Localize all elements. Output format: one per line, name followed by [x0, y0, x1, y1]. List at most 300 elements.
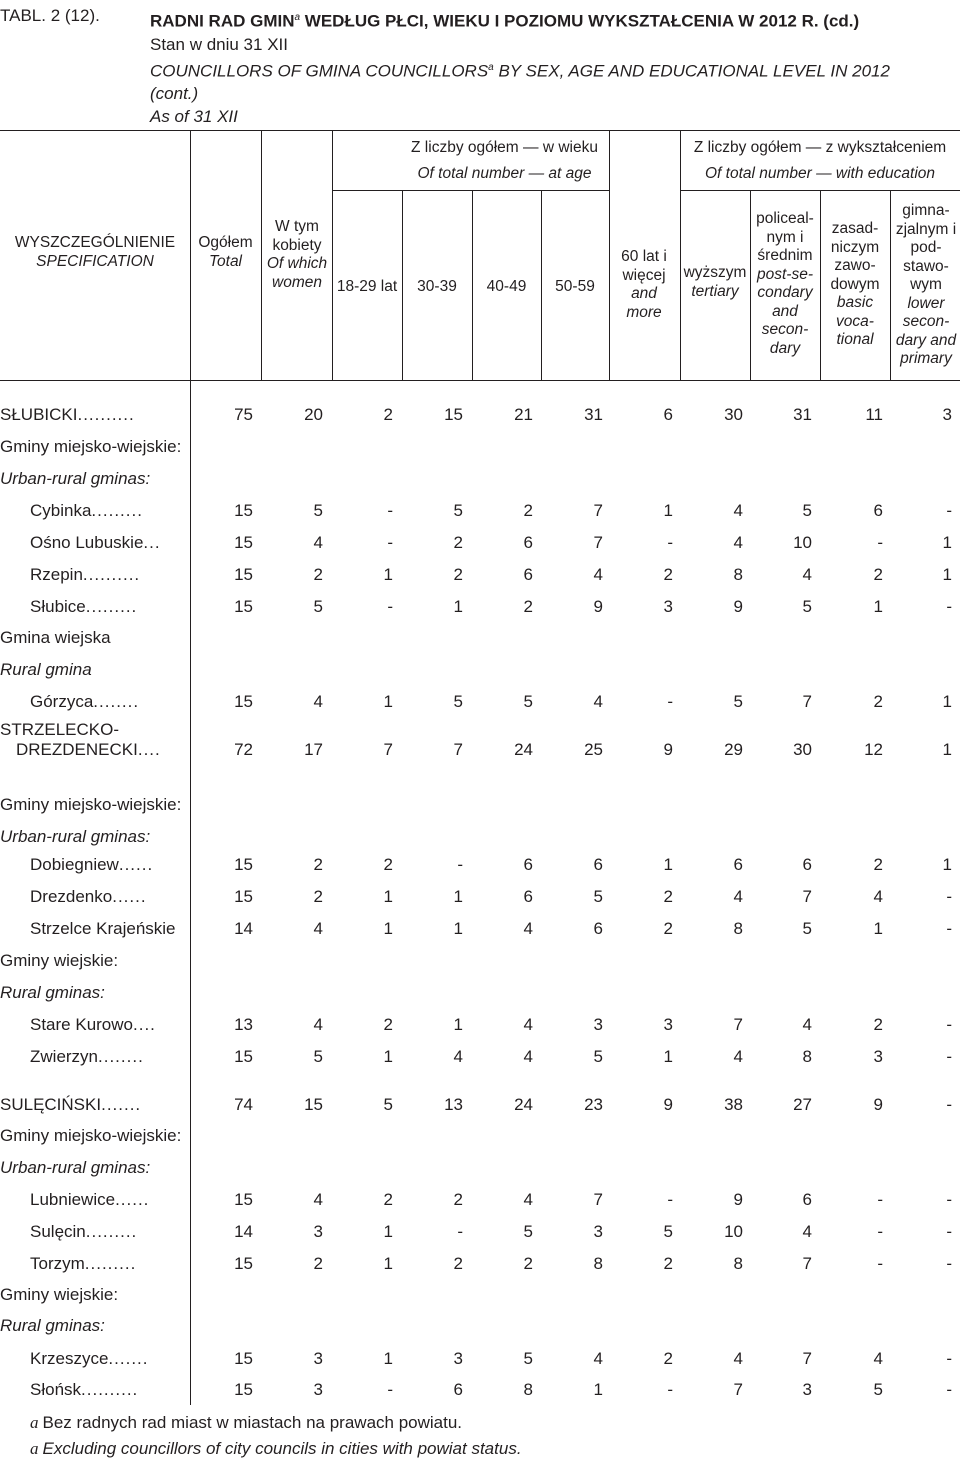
table-cell: 13	[444, 1095, 463, 1114]
table-cell: 6	[523, 565, 533, 584]
table-cell: 1	[383, 1222, 393, 1241]
table-cell: 17	[304, 740, 323, 759]
age-group-rule	[332, 190, 609, 191]
table-cell: 9	[733, 1190, 743, 1209]
table-cell: 3	[313, 1222, 323, 1241]
table-cell: 1	[383, 1047, 393, 1066]
row-label-text: Urban-rural gminas:	[0, 469, 151, 488]
row-label	[0, 1285, 118, 1305]
row-label-text: SULĘCIŃSKI	[0, 1095, 102, 1114]
table-cell: 7	[802, 1349, 812, 1368]
leader-dots: ...	[143, 533, 161, 552]
table-cell: 75	[234, 405, 253, 424]
table-cell: -	[946, 1015, 952, 1034]
table-cell: -	[946, 501, 952, 520]
table-cell: 8	[733, 565, 743, 584]
table-cell: 15	[234, 692, 253, 711]
table-cell: 5	[593, 1047, 603, 1066]
table-cell: 2	[663, 887, 673, 906]
age-40-49-header: 40-49	[486, 278, 527, 295]
table-cell: 2	[453, 1254, 463, 1273]
table-cell: 4	[733, 1349, 743, 1368]
table-row	[0, 887, 960, 913]
table-section-label	[0, 795, 960, 821]
table-cell: -	[946, 919, 952, 938]
total-header: Ogółem Total	[198, 234, 253, 270]
table-cell: 6	[593, 919, 603, 938]
table-cell: -	[457, 1222, 463, 1241]
footnotes	[30, 1410, 522, 1462]
age-60-plus-header: 60 lat i więcej and more	[621, 248, 667, 321]
leader-dots: ......	[112, 887, 147, 906]
table-cell: 9	[733, 597, 743, 616]
age-50-59-header: 50-59	[555, 278, 595, 295]
table-cell: 4	[313, 533, 323, 552]
table-cell: 1	[873, 597, 883, 616]
table-cell: 31	[584, 405, 603, 424]
row-label-text: Ośno Lubuskie	[30, 533, 144, 552]
age-30-39-header: 30-39	[417, 278, 457, 295]
table-cell: 15	[234, 597, 253, 616]
table-cell: -	[946, 887, 952, 906]
row-label	[0, 405, 135, 425]
table-cell: 7	[733, 1015, 743, 1034]
table-row	[0, 692, 960, 718]
leader-dots: ..........	[82, 565, 141, 584]
row-label	[30, 533, 161, 553]
row-label	[30, 919, 176, 939]
row-label	[0, 827, 150, 847]
row-label	[30, 887, 147, 907]
leader-dots: ..........	[81, 1380, 139, 1399]
row-label	[30, 565, 140, 585]
row-label-text: Gminy wiejskie:	[0, 1285, 119, 1304]
table-cell: 38	[724, 1095, 743, 1114]
row-label	[30, 1349, 148, 1369]
table-cell: 3	[663, 1015, 673, 1034]
table-cell: 1	[383, 692, 393, 711]
table-cell: -	[946, 1222, 952, 1241]
table-cell: 1	[453, 1015, 463, 1034]
table-section-label	[0, 437, 960, 463]
table-cell: 7	[802, 887, 812, 906]
table-cell: 13	[234, 1015, 253, 1034]
table-row	[0, 405, 960, 431]
table-cell: 21	[514, 405, 533, 424]
table-cell: 3	[313, 1380, 323, 1399]
table-row	[0, 501, 960, 527]
table-cell: 4	[593, 692, 603, 711]
row-label	[30, 855, 153, 875]
table-row	[0, 533, 960, 559]
table-cell: 8	[593, 1254, 603, 1273]
table-cell: -	[667, 533, 673, 552]
table-cell: 2	[873, 565, 883, 584]
row-label	[30, 1190, 149, 1210]
row-label-text: Lubniewice	[30, 1190, 116, 1209]
table-row	[0, 1190, 960, 1216]
row-label	[0, 1158, 150, 1178]
table-row	[0, 1047, 960, 1073]
age-group-header: Z liczby ogółem — w wieku Of total number — at age	[411, 139, 598, 182]
table-cell: 7	[802, 692, 812, 711]
table-cell: 6	[453, 1380, 463, 1399]
table-cell: 29	[724, 740, 743, 759]
table-cell: 15	[304, 1095, 323, 1114]
table-cell: 4	[523, 919, 533, 938]
table-section-label	[0, 983, 960, 1009]
row-label	[30, 1047, 144, 1067]
row-label-text: Górzyca	[30, 692, 94, 711]
table-cell: 4	[313, 919, 323, 938]
table-cell: 1	[383, 919, 393, 938]
table-cell: 5	[523, 692, 533, 711]
row-label	[30, 501, 143, 521]
table-cell: -	[946, 1254, 952, 1273]
table-cell: 4	[313, 692, 323, 711]
table-cell: 3	[313, 1349, 323, 1368]
table-cell: 4	[313, 1015, 323, 1034]
footnote-polish: a Bez radnych rad miast w miastach na prawach powiatu.	[30, 1413, 463, 1432]
table-cell: 2	[383, 1190, 393, 1209]
table-row	[0, 720, 960, 766]
table-cell: 2	[313, 887, 323, 906]
table-cell: -	[387, 501, 393, 520]
row-label-text: Słońsk	[30, 1380, 82, 1399]
table-cell: 9	[873, 1095, 883, 1114]
table-cell: 5	[453, 692, 463, 711]
table-cell: 3	[663, 597, 673, 616]
table-row	[0, 597, 960, 623]
table-cell: 15	[444, 405, 463, 424]
table-cell: 15	[234, 501, 253, 520]
col-divider	[820, 190, 821, 380]
table-cell: -	[667, 1190, 673, 1209]
table-cell: 6	[593, 855, 603, 874]
table-section-label	[0, 1285, 960, 1311]
table-cell: 14	[234, 919, 253, 938]
header-top-rule	[0, 130, 960, 131]
table-cell: 15	[234, 1254, 253, 1273]
row-label	[30, 1015, 156, 1035]
leader-dots: ....	[133, 1015, 156, 1034]
row-label-text: Sulęcin	[30, 1222, 86, 1241]
table-cell: 7	[802, 1254, 812, 1273]
table-cell: 8	[733, 1254, 743, 1273]
row-label	[30, 597, 137, 617]
table-cell: 4	[523, 1190, 533, 1209]
table-cell: 3	[453, 1349, 463, 1368]
row-label-text: Stare Kurowo	[30, 1015, 133, 1034]
table-cell: -	[946, 597, 952, 616]
row-label-text: Gminy miejsko-wiejskie:	[0, 437, 182, 456]
table-cell: 2	[873, 855, 883, 874]
table-section-label	[0, 951, 960, 977]
table-cell: 4	[593, 1349, 603, 1368]
table-cell: 24	[514, 1095, 533, 1114]
table-cell: 2	[383, 1015, 393, 1034]
table-cell: 2	[383, 855, 393, 874]
table-cell: 3	[873, 1047, 883, 1066]
table-cell: 7	[383, 740, 393, 759]
row-label	[0, 720, 161, 760]
table-cell: 1	[383, 1254, 393, 1273]
leader-dots: ......	[118, 855, 154, 874]
table-cell: 4	[453, 1047, 463, 1066]
table-cell: -	[387, 1380, 393, 1399]
title-polish: RADNI RAD GMIN$^a$ WEDŁUG PŁCI, WIEKU I POZIOMU WYKSZTAŁCENIA W 2012 R. (cd.)	[150, 11, 860, 31]
table-cell: -	[946, 1190, 952, 1209]
row-label-line2: DREZDENECKI	[16, 740, 138, 759]
row-label-text: Torzym	[30, 1254, 85, 1273]
table-cell: 6	[663, 405, 673, 424]
table-cell: 4	[733, 533, 743, 552]
table-cell: 2	[873, 692, 883, 711]
table-cell: 4	[523, 1047, 533, 1066]
table-cell: -	[946, 1380, 952, 1399]
table-cell: 2	[383, 405, 393, 424]
leader-dots: .........	[85, 597, 138, 616]
table-cell: 8	[802, 1047, 812, 1066]
leader-dots: ..........	[77, 405, 135, 424]
age-18-29-header: 18-29 lat	[336, 278, 398, 295]
table-row	[0, 1222, 960, 1248]
table-cell: 1	[942, 692, 952, 711]
table-cell: 6	[733, 855, 743, 874]
row-label-text: Strzelce Krajeńskie	[30, 919, 176, 938]
table-cell: 4	[802, 1222, 812, 1241]
table-cell: 2	[663, 1349, 673, 1368]
table-cell: 15	[234, 1047, 253, 1066]
table-cell: 1	[942, 740, 952, 759]
table-cell: 5	[453, 501, 463, 520]
table-cell: 6	[523, 887, 533, 906]
row-label-text: Gminy miejsko-wiejskie:	[0, 1126, 182, 1145]
table-cell: 1	[663, 501, 673, 520]
table-cell: 5	[313, 1047, 323, 1066]
table-cell: 15	[234, 565, 253, 584]
row-label	[30, 1380, 138, 1400]
row-label	[30, 1254, 136, 1274]
table-cell: 2	[453, 565, 463, 584]
table-cell: 4	[873, 1349, 883, 1368]
row-label-text: Rural gmina	[0, 660, 92, 679]
row-label-text: SŁUBICKI	[0, 405, 78, 424]
row-label	[0, 795, 181, 815]
table-cell: -	[877, 1222, 883, 1241]
table-cell: 6	[523, 855, 533, 874]
leader-dots: .......	[101, 1095, 142, 1114]
row-label-text: Krzeszyce	[30, 1349, 109, 1368]
table-cell: 15	[234, 533, 253, 552]
col-divider	[890, 190, 891, 380]
table-cell: 5	[733, 692, 743, 711]
table-cell: 2	[313, 565, 323, 584]
leader-dots: ....	[137, 740, 161, 759]
edu-post-secondary-header: policeal-nym i średnim post-se-condary and secon-dary	[756, 210, 814, 357]
row-label-text: Dobiegniew	[30, 855, 119, 874]
table-cell: 24	[514, 740, 533, 759]
row-label	[30, 692, 139, 712]
table-cell: -	[667, 692, 673, 711]
row-label-text: Gminy miejsko-wiejskie:	[0, 795, 182, 814]
table-cell: 7	[593, 533, 603, 552]
table-cell: 1	[942, 855, 952, 874]
table-cell: 74	[234, 1095, 253, 1114]
table-cell: 9	[663, 740, 673, 759]
edu-basic-vocational-header: zasad-niczym zawo-dowym basic voca-tional	[830, 220, 880, 348]
table-cell: 2	[663, 919, 673, 938]
table-cell: 15	[234, 855, 253, 874]
table-cell: 1	[383, 565, 393, 584]
table-cell: -	[946, 1047, 952, 1066]
table-section-label	[0, 1158, 960, 1184]
table-cell: 2	[453, 533, 463, 552]
row-label	[0, 951, 118, 971]
table-cell: 5	[873, 1380, 883, 1399]
table-cell: 1	[873, 919, 883, 938]
row-label-text: Urban-rural gminas:	[0, 1158, 151, 1177]
table-cell: 2	[523, 501, 533, 520]
table-cell: 1	[383, 1349, 393, 1368]
table-cell: -	[946, 1095, 952, 1114]
table-cell: 8	[523, 1380, 533, 1399]
row-label	[0, 660, 92, 680]
table-cell: 4	[873, 887, 883, 906]
table-cell: 6	[523, 533, 533, 552]
table-cell: 14	[234, 1222, 253, 1241]
row-label-text: Drezdenko	[30, 887, 113, 906]
table-cell: 1	[453, 887, 463, 906]
table-cell: -	[667, 1380, 673, 1399]
row-label	[0, 983, 105, 1003]
table-cell: 3	[802, 1380, 812, 1399]
table-cell: 2	[663, 565, 673, 584]
table-cell: 1	[663, 855, 673, 874]
table-cell: 4	[593, 565, 603, 584]
table-cell: 6	[873, 501, 883, 520]
row-label	[0, 1095, 141, 1115]
table-cell: 2	[663, 1254, 673, 1273]
leader-dots: .........	[84, 1254, 137, 1273]
table-cell: 1	[663, 1047, 673, 1066]
table-cell: 4	[733, 501, 743, 520]
table-cell: 12	[864, 740, 883, 759]
table-cell: 2	[313, 855, 323, 874]
table-cell: 7	[593, 1190, 603, 1209]
table-cell: 4	[802, 565, 812, 584]
table-section-label	[0, 469, 960, 495]
table-cell: 15	[234, 1190, 253, 1209]
table-cell: 4	[802, 1015, 812, 1034]
table-cell: 1	[453, 919, 463, 938]
edu-tertiary-header: wyższym tertiary	[683, 264, 747, 300]
table-cell: 2	[873, 1015, 883, 1034]
table-row	[0, 1349, 960, 1375]
footnote-english: a Excluding councillors of city councils in cities with powiat status.	[30, 1439, 522, 1458]
table-cell: 30	[793, 740, 812, 759]
table-cell: 5	[313, 501, 323, 520]
table-cell: 5	[523, 1349, 533, 1368]
table-cell: 3	[942, 405, 952, 424]
row-label	[0, 628, 111, 648]
table-cell: 1	[383, 887, 393, 906]
table-cell: 15	[234, 1380, 253, 1399]
education-group-header: Z liczby ogółem — z wykształceniem Of total number — with education	[693, 139, 947, 182]
table-cell: -	[946, 1349, 952, 1368]
table-cell: 30	[724, 405, 743, 424]
women-header: W tym kobiety Of which women	[266, 218, 328, 291]
table-section-label	[0, 827, 960, 853]
table-section-label	[0, 628, 960, 654]
row-label	[0, 1126, 181, 1146]
as-of-polish: Stan w dniu 31 XII	[150, 34, 288, 54]
table-row	[0, 1015, 960, 1041]
table-cell: 72	[234, 740, 253, 759]
table-cell: 7	[593, 501, 603, 520]
table-cell: 5	[593, 887, 603, 906]
table-row	[0, 855, 960, 881]
table-cell: 2	[523, 1254, 533, 1273]
table-cell: 1	[593, 1380, 603, 1399]
table-section-label	[0, 1316, 960, 1342]
leader-dots: .........	[85, 1222, 138, 1241]
table-row	[0, 1254, 960, 1280]
table-cell: 1	[942, 565, 952, 584]
table-cell: 7	[733, 1380, 743, 1399]
table-cell: 4	[313, 1190, 323, 1209]
table-cell: 5	[663, 1222, 673, 1241]
leader-dots: ......	[115, 1190, 150, 1209]
leader-dots: .......	[108, 1349, 149, 1368]
table-cell: -	[877, 533, 883, 552]
table-cell: -	[387, 597, 393, 616]
table-cell: 3	[593, 1015, 603, 1034]
row-label-text: Urban-rural gminas:	[0, 827, 151, 846]
as-of-english: As of 31 XII	[150, 107, 238, 127]
row-label-text: Cybinka	[30, 501, 92, 520]
table-cell: 6	[802, 1190, 812, 1209]
row-label-text: Rural gminas:	[0, 1316, 105, 1335]
table-row	[0, 1095, 960, 1121]
table-cell: 7	[453, 740, 463, 759]
table-cell: 2	[453, 1190, 463, 1209]
specification-header: WYSZCZEGÓLNIENIE SPECIFICATION	[14, 234, 176, 270]
row-label	[0, 1316, 105, 1336]
header-bottom-rule	[0, 380, 960, 381]
table-row	[0, 919, 960, 945]
table-cell: 2	[523, 597, 533, 616]
table-cell: 10	[724, 1222, 743, 1241]
table-row	[0, 1380, 960, 1406]
table-cell: 1	[453, 597, 463, 616]
leader-dots: ........	[93, 692, 140, 711]
col-divider	[261, 130, 262, 380]
row-label-text: Gmina wiejska	[0, 628, 111, 647]
table-row	[0, 565, 960, 591]
table-cell: 1	[942, 533, 952, 552]
row-label-line1: STRZELECKO-	[0, 720, 120, 739]
table-cell: 5	[802, 919, 812, 938]
table-cell: 9	[663, 1095, 673, 1114]
table-cell: 5	[802, 597, 812, 616]
table-section-label	[0, 1126, 960, 1152]
table-cell: 27	[793, 1095, 812, 1114]
table-cell: 5	[383, 1095, 393, 1114]
row-label-text: Zwierzyn	[30, 1047, 99, 1066]
table-cell: 5	[313, 597, 323, 616]
table-cell: -	[877, 1254, 883, 1273]
